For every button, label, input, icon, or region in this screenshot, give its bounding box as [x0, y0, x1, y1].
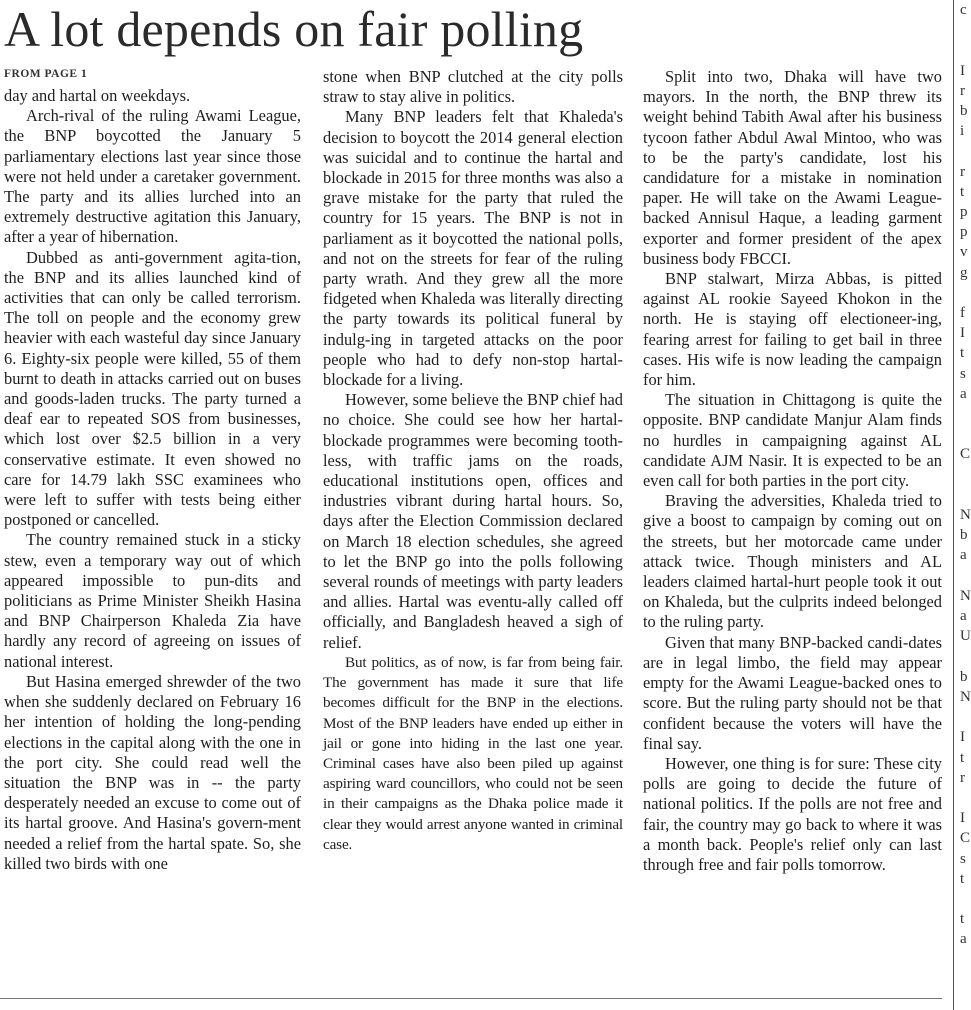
edge-fragment: N [960, 688, 971, 705]
edge-fragment [960, 20, 968, 40]
edge-fragment: b [960, 668, 968, 685]
paragraph: Dubbed as anti-government agita-tion, the BNP and its allies launched kind of activities that can only be called terrorism. The toll on people and the economy grew heavier with each wasteful day since January 6. Eighty-six people were killed, 55 of them burnt to death in attacks carried out on buses and goods-laden trucks. The party turned a deaf ear to repeated SOS from businesses, which lost over $2.5 billion in a very conservative estimate. It even showed no care for 14.79 lakh SSC examinees who were left to suffer with tests being either postponed or cancelled. [4, 247, 301, 530]
edge-fragment: g [960, 264, 968, 281]
edge-fragment: C [960, 446, 971, 463]
edge-fragment [960, 141, 968, 161]
paragraph: day and hartal on weekdays. [4, 86, 191, 105]
edge-fragment: a [960, 385, 967, 402]
edge-fragment: i [960, 123, 965, 140]
paragraph: Split into two, Dhaka will have two mayors. In the north, the BNP threw its weight behind Tabith Awal after his business tycoon father Abdul Awal Mintoo, who was to be the party's candidate, lost his candidature for a mistake in nomination paper. He will take on the Awami League-backed Annisul Haque, a leading garment exporter and former president of the apex business body FBCCI. [643, 67, 942, 268]
edge-fragment: t [960, 345, 965, 362]
paragraph: But Hasina emerged shrewder of the two when she suddenly declared on February 16 her intention of holding the long-pending elections in the capital along with the one in the port city. She could read well the situation the BNP was in -- the party desperately needed an excuse to come out of its hartal groove. And Hasina's govern-ment needed a relief from the hartal spate. So, she killed two birds with one [4, 671, 301, 873]
edge-fragment: t [960, 911, 965, 928]
edge-fragment: p [960, 204, 968, 221]
edge-fragment [960, 404, 968, 424]
headline: A lot depends on fair polling [4, 1, 584, 57]
paragraph: However, some believe the BNP chief had no choice. She could see how her hartal-blockade programmes were becoming tooth-less, with traffic jams on the roads, educational institutions open, offices and industries vibrant during hartal hours. So, days after the Election Commission declared on March 18 election schedules, she agreed to let the BNP go into the polls following several rounds of meetings with party leaders and allies. Hartal was eventu-ally called off officially, and Bangladesh heaved a sigh of relief. [323, 390, 623, 652]
edge-fragment: v [960, 244, 968, 261]
edge-fragment [960, 424, 968, 444]
edge-fragment: N [960, 587, 971, 604]
edge-fragment: s [960, 365, 966, 382]
edge-fragment [960, 889, 968, 909]
continuation-kicker: FROM PAGE 1 [4, 68, 88, 80]
edge-fragment: a [960, 608, 967, 625]
edge-fragment [960, 566, 968, 586]
edge-fragment: N [960, 507, 971, 524]
edge-fragment [960, 788, 968, 808]
paragraph: Braving the adversities, Khaleda tried to give a boost to campaign by coming out on the streets, but her motorcade came under attack twice. Though ministers and AL leaders claimed hartal-hurt people took it out on Khaleda, but the culprits indeed belonged to the ruling party. [643, 491, 942, 632]
edge-fragment: t [960, 183, 965, 200]
paragraph: The situation in Chittagong is quite the opposite. BNP candidate Manjur Alam finds no hurdles in campaigning against AL candidate AJM Nasir. It is expected to be an even call for both parties in the port city. [643, 390, 942, 491]
edge-fragment: I [960, 729, 965, 746]
article-column-3 [643, 67, 942, 875]
paragraph: The country remained stuck in a sticky stew, even a temporary way out of which appeared impossible to pun-dits and politicians as Prime Minister Sheikh Hasina and BNP Chairperson Khaleda Zia have hardly any record of agreeing on issues of national interest. [4, 530, 301, 671]
edge-fragment: r [960, 769, 965, 786]
edge-fragment [960, 485, 968, 505]
edge-fragment: a [960, 931, 967, 948]
paragraph: But politics, as of now, is far from being fair. The government has made it sure that life becomes difficult for the BNP in the elections. Most of the BNP leaders have ended up either in jail or gone into hiding in the last one year. Criminal cases have also been piled up against aspiring ward councillors, who could not be seen in their campaigns as the Dhaka police made it clear they would arrest anyone wanted in criminal case. [323, 653, 623, 853]
paragraph: Arch-rival of the ruling Awami League, the BNP boycotted the January 5 parliamentary elections last year since those were not held under a caretaker government. The party and its allies lurched into an extremely destructive agitation this January, after a year of hibernation. [4, 106, 301, 247]
edge-fragment [960, 283, 968, 303]
edge-fragment: b [960, 527, 968, 544]
edge-fragment: b [960, 103, 968, 120]
edge-fragment: p [960, 224, 968, 241]
edge-fragment [960, 647, 968, 667]
edge-fragment: t [960, 870, 965, 887]
edge-fragment: c [960, 2, 967, 18]
edge-fragment: t [960, 749, 965, 766]
paragraph: stone when BNP clutched at the city polls straw to stay alive in politics. [323, 67, 623, 107]
paragraph: However, one thing is for sure: These city polls are going to decide the future of national politics. If the polls are not free and fair, the country may go back to where it was a month back. People's relief only can last through free and fair polls tomorrow. [643, 753, 942, 874]
edge-fragment: f [960, 305, 965, 322]
paragraph: BNP stalwart, Mirza Abbas, is pitted against AL rookie Sayeed Khokon in the north. He is staying off electioneer-ing, fearing arrest for failing to get bail in three cases. His wife is now leading the campaign for him. [643, 269, 942, 390]
paragraph: Given that many BNP-backed candi-dates are in legal limbo, the field may appear empty for the Awami League-backed ones to score. But the ruling party should not be that confident because the voters will have the final say. [643, 632, 942, 753]
edge-fragment: C [960, 830, 971, 847]
edge-fragment [960, 40, 968, 60]
edge-fragment: a [960, 547, 967, 564]
edge-fragment: I [960, 810, 965, 827]
bottom-rule [0, 998, 942, 999]
edge-fragment: r [960, 82, 965, 99]
edge-fragment: r [960, 163, 965, 180]
edge-fragment [960, 707, 968, 727]
edge-fragment: I [960, 325, 965, 342]
edge-fragment: I [960, 62, 965, 79]
article-column-2 [323, 67, 623, 855]
edge-fragment [960, 465, 968, 485]
edge-fragment: s [960, 850, 966, 867]
adjacent-article-edge [960, 0, 971, 1010]
paragraph: Many BNP leaders felt that Khaleda's decision to boycott the 2014 general election was suicidal and to continue the hartal and blockade in 2015 for three months was also a grave mistake for the party that ruled the country for 15 years. The BNP is not in parliament as it boycotted the national polls, and not on the streets for fear of the ruling party wrath. And they grew all the more fidgeted when Khaleda was literally directing the party towards its political funeral by indulg-ing in targeted attacks on the poor people who had to defy non-stop hartal-blockade for a living. [323, 107, 623, 390]
article-column-1 [4, 86, 301, 874]
edge-fragment: U [960, 628, 971, 645]
column-divider-rule [953, 0, 954, 1010]
